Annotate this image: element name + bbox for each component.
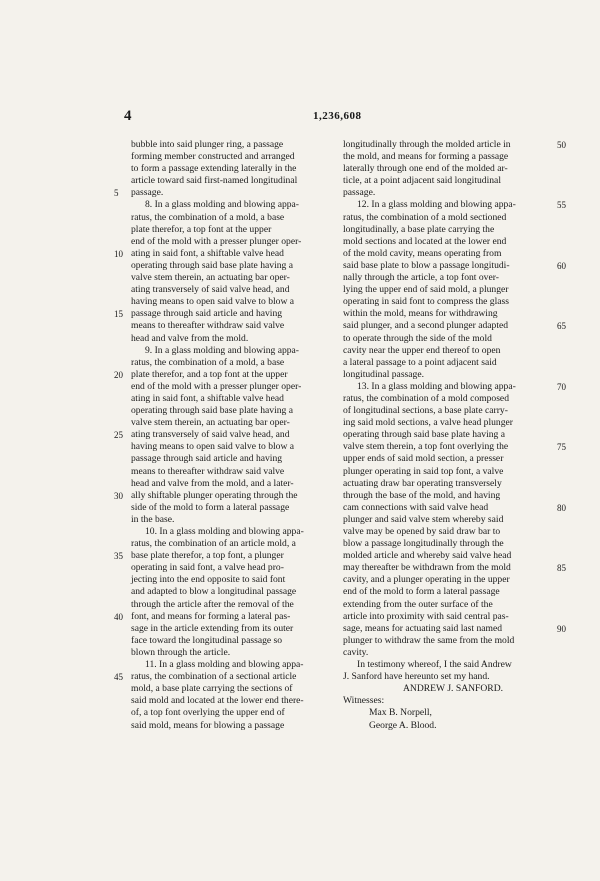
text-line: [343, 417, 551, 429]
line-number: 10: [114, 248, 123, 259]
line-text: may thereafter be withdrawn from the mold: [343, 562, 511, 574]
line-text: mold, a base plate carrying the sections of: [131, 683, 293, 695]
line-text: ating transversely of said valve head, and: [131, 284, 290, 296]
line-text: sage, means for actuating said last named: [343, 622, 503, 634]
line-text: article into proximity with said central pas-: [343, 610, 509, 622]
text-line: [131, 647, 339, 659]
witnesses-label: Witnesses:: [343, 695, 385, 707]
line-number: 20: [114, 369, 123, 380]
line-number: 50: [557, 140, 566, 150]
signature: ANDREW J. SANFORD.: [403, 683, 504, 695]
line-text: 11. In a glass molding and blowing appa-: [145, 659, 304, 671]
line-number: 80: [557, 502, 566, 513]
text-line: [131, 526, 339, 538]
line-text: ally shiftable plunger operating through the: [131, 489, 298, 501]
text-line: [131, 623, 339, 635]
page-number: 4: [124, 108, 132, 124]
line-text: valve stem therein, an actuating bar oper-: [131, 272, 290, 284]
line-text: 13. In a glass molding and blowing appa-: [357, 380, 516, 392]
line-text: plate therefor, and a top font at the upper: [131, 368, 288, 380]
line-text: blow a passage longitudinally through the: [343, 538, 504, 550]
line-text: valve stem therein, an actuating bar oper-: [131, 417, 290, 429]
testimony-line-2: J. Sanford have hereunto set my hand.: [343, 671, 490, 683]
line-text: passage.: [343, 187, 376, 199]
line-text: cavity.: [343, 646, 369, 658]
text-line: [131, 357, 339, 369]
text-line: [343, 199, 566, 211]
line-text: face toward the longitudinal passage so: [131, 634, 283, 646]
text-line: [343, 622, 566, 635]
text-line: [343, 187, 551, 199]
line-text: means to thereafter withdraw said valve: [131, 320, 285, 332]
text-line: [343, 212, 551, 224]
line-text: operating through said base plate having a: [131, 405, 293, 417]
line-text: head and valve from the mold, and a later-: [131, 477, 294, 489]
text-line: [343, 369, 551, 381]
text-line: [131, 260, 339, 272]
line-text: 9. In a glass molding and blowing appa-: [145, 344, 300, 356]
text-line: [343, 345, 551, 357]
line-text: 8. In a glass molding and blowing appa-: [145, 199, 300, 211]
text-line: [131, 224, 339, 236]
text-line: [131, 586, 339, 598]
line-text: end of the mold with a presser plunger oper-: [131, 235, 302, 247]
text-line: [131, 333, 339, 345]
text-line: [131, 139, 339, 151]
line-text: forming member constructed and arranged: [131, 151, 295, 163]
text-line: [343, 538, 551, 550]
line-text: said mold and located at the lower end there-: [131, 695, 304, 707]
text-line: [114, 308, 339, 320]
line-text: ating in said font, a shiftable valve head: [131, 247, 284, 259]
line-text: ticle, at a point adjacent said longitudinal: [343, 175, 501, 187]
text-line: [343, 478, 551, 490]
line-text: ratus, the combination of a mold, a base: [131, 356, 285, 368]
text-line: [131, 345, 339, 357]
text-line: [114, 368, 339, 381]
line-text: sage in the article extending from its outer: [131, 622, 294, 634]
text-line: [131, 707, 339, 719]
line-number: 40: [114, 611, 123, 622]
line-text: a lateral passage to a point adjacent said: [343, 356, 497, 368]
text-line: [131, 296, 339, 308]
text-line: [343, 514, 551, 526]
line-number: 90: [557, 623, 566, 634]
text-line: [343, 224, 551, 236]
line-text: through the article after the removal of the: [131, 598, 294, 610]
line-text: ating in said font, a shiftable valve head: [131, 392, 284, 404]
text-line: [114, 550, 339, 562]
line-text: end of the mold to form a lateral passage: [343, 586, 500, 598]
line-text: having means to open said valve to blow a: [131, 441, 295, 453]
line-text: the mold, and means for forming a passage: [343, 151, 509, 163]
left-column: [114, 139, 339, 732]
line-text: of longitudinal sections, a base plate carry-: [343, 405, 508, 417]
line-text: plunger and said valve stem whereby said: [343, 513, 504, 525]
line-text: valve may be opened by said draw bar to: [343, 526, 501, 537]
line-text: molded article and whereby said valve head: [343, 550, 512, 562]
line-number: 45: [114, 672, 123, 683]
line-number: 60: [557, 260, 566, 271]
line-text: operating through said base plate having a: [131, 259, 293, 271]
line-number: 85: [557, 563, 566, 574]
line-text: passage through said article and having: [131, 308, 283, 320]
line-text: base plate therefor, a top font, a plunger: [131, 550, 284, 562]
text-line: [343, 236, 551, 248]
line-text: to operate through the side of the mold: [343, 332, 492, 344]
line-text: longitudinally, a base plate carrying the: [343, 223, 495, 235]
text-line: [343, 586, 551, 598]
text-line: [343, 611, 551, 623]
line-text: ratus, the combination of a mold sectioned: [343, 211, 507, 223]
line-text: to form a passage extending laterally in the: [131, 163, 297, 175]
line-number: 55: [557, 200, 566, 211]
witness-1: Max B. Norpell,: [369, 707, 432, 719]
line-text: said base plate to blow a passage longitudi-: [343, 259, 510, 271]
text-line: [131, 720, 339, 732]
text-line: [131, 199, 339, 211]
line-text: ratus, the combination of an article mold, a: [131, 538, 296, 550]
line-text: in the base.: [131, 513, 175, 525]
testimony-block: [343, 659, 551, 732]
line-text: operating through said base plate having a: [343, 429, 505, 441]
line-text: head and valve from the mold.: [131, 332, 249, 344]
text-line: [114, 671, 339, 683]
text-line: [343, 635, 551, 647]
right-column: [343, 139, 566, 732]
line-text: bubble into said plunger ring, a passage: [131, 139, 284, 150]
line-number: 25: [114, 430, 123, 441]
line-text: means to thereafter withdraw said valve: [131, 465, 285, 477]
text-line: [131, 574, 339, 586]
text-line: [343, 453, 551, 465]
text-line: [131, 453, 339, 465]
line-text: actuating draw bar operating transversely: [343, 477, 502, 489]
text-line: [343, 308, 551, 320]
text-line: [343, 139, 566, 151]
line-text: upper ends of said mold section, a presser: [343, 453, 504, 465]
line-text: cam connections with said valve head: [343, 501, 489, 513]
line-text: said plunger, and a second plunger adapted: [343, 320, 509, 332]
line-text: operating in said font, a valve head pro-: [131, 562, 284, 574]
text-line: [343, 393, 551, 405]
text-line: [131, 659, 339, 671]
line-number: 75: [557, 442, 566, 453]
line-text: cavity, and a plunger operating in the upper: [343, 574, 510, 586]
text-line: [114, 247, 339, 260]
text-line: [343, 429, 551, 441]
text-line: [131, 236, 339, 248]
line-text: laterally through one end of the molded ar-: [343, 163, 508, 175]
text-line: [114, 429, 339, 441]
line-text: through the base of the mold, and having: [343, 489, 501, 501]
line-text: longitudinally through the molded article in: [343, 139, 511, 150]
text-line: [114, 187, 339, 199]
line-text: longitudinal passage.: [343, 368, 424, 380]
line-text: said mold, means for blowing a passage: [131, 719, 285, 731]
line-text: ratus, the combination of a sectional article: [131, 671, 297, 683]
text-line: [131, 163, 339, 175]
line-text: plate therefor, a top font at the upper: [131, 223, 272, 235]
text-line: [343, 272, 551, 284]
text-line: [343, 550, 551, 562]
text-line: [131, 405, 339, 417]
line-text: valve stem therein, a top font overlying the: [343, 441, 509, 453]
text-line: [343, 599, 551, 611]
text-line: [131, 417, 339, 429]
line-text: plunger to withdraw the same from the mold: [343, 634, 515, 646]
testimony-line-1: In testimony whereof, I the said Andrew: [357, 659, 512, 671]
text-line: [131, 478, 339, 490]
text-line: [131, 683, 339, 695]
line-text: extending from the outer surface of the: [343, 598, 493, 610]
line-text: lying the upper end of said mold, a plunger: [343, 284, 509, 296]
text-line: [131, 272, 339, 284]
text-line: [343, 562, 566, 574]
text-line: [343, 501, 566, 514]
text-line: [343, 466, 551, 478]
line-number: 15: [114, 309, 123, 320]
line-text: and adapted to blow a longitudinal passage: [131, 586, 297, 598]
text-line: [131, 175, 339, 187]
text-line: [131, 381, 339, 393]
text-line: [131, 284, 339, 296]
text-line: [343, 248, 551, 260]
line-text: side of the mold to form a lateral passage: [131, 501, 290, 513]
line-number: 65: [557, 321, 566, 332]
line-text: 12. In a glass molding and blowing appa-: [357, 199, 516, 211]
text-line: [343, 320, 566, 332]
line-text: 10. In a glass molding and blowing appa-: [145, 526, 304, 537]
line-text: jecting into the end opposite to said font: [131, 574, 286, 586]
text-line: [131, 562, 339, 574]
text-line: [131, 599, 339, 611]
line-text: article toward said first-named longitudinal: [131, 175, 298, 187]
text-line: [343, 574, 551, 586]
text-line: [343, 647, 551, 659]
line-text: ratus, the combination of a mold composed: [343, 392, 509, 404]
line-text: font, and means for forming a lateral pas-: [131, 610, 291, 622]
text-line: [343, 284, 551, 296]
line-text: mold sections and located at the lower end: [343, 235, 507, 247]
line-number: 70: [557, 381, 566, 392]
text-line: [343, 333, 551, 345]
witness-2: George A. Blood.: [369, 719, 437, 731]
text-line: [343, 163, 551, 175]
line-number: 30: [114, 490, 123, 501]
line-number: 5: [114, 188, 119, 199]
text-line: [343, 405, 551, 417]
line-number: 35: [114, 551, 123, 562]
text-line: [131, 393, 339, 405]
line-text: ating transversely of said valve head, and: [131, 429, 290, 441]
text-line: [343, 526, 551, 538]
text-line: [131, 466, 339, 478]
patent-number: 1,236,608: [313, 110, 362, 122]
text-line: [131, 514, 339, 526]
text-line: [343, 259, 566, 272]
line-text: passage through said article and having: [131, 453, 283, 465]
text-line: [343, 380, 566, 393]
line-text: nally through the article, a top font over-: [343, 272, 499, 284]
text-line: [131, 635, 339, 647]
line-text: cavity near the upper end thereof to open: [343, 344, 501, 356]
line-text: of, a top font overlying the upper end of: [131, 707, 285, 719]
line-text: of the mold cavity, means operating from: [343, 247, 502, 259]
text-line: [131, 695, 339, 707]
text-line: [131, 212, 339, 224]
text-line: [343, 151, 551, 163]
text-line: [131, 538, 339, 550]
text-line: [343, 357, 551, 369]
text-line: [131, 502, 339, 514]
line-text: ing said mold sections, a valve head plunger: [343, 417, 513, 429]
line-text: ratus, the combination of a mold, a base: [131, 211, 285, 223]
text-line: [131, 441, 339, 453]
line-text: blown through the article.: [131, 646, 231, 658]
text-line: [343, 490, 551, 502]
line-text: end of the mold with a presser plunger oper-: [131, 380, 302, 392]
line-text: within the mold, means for withdrawing: [343, 308, 498, 320]
line-text: plunger operating in said top font, a valve: [343, 465, 504, 477]
text-line: [343, 441, 566, 453]
text-line: [131, 320, 339, 332]
text-line: [114, 610, 339, 623]
text-line: [114, 489, 339, 502]
line-text: having means to open said valve to blow a: [131, 296, 295, 308]
line-text: passage.: [131, 187, 164, 199]
text-line: [343, 296, 551, 308]
text-line: [131, 151, 339, 163]
text-line: [343, 175, 551, 187]
line-text: operating in said font to compress the glass: [343, 296, 509, 308]
